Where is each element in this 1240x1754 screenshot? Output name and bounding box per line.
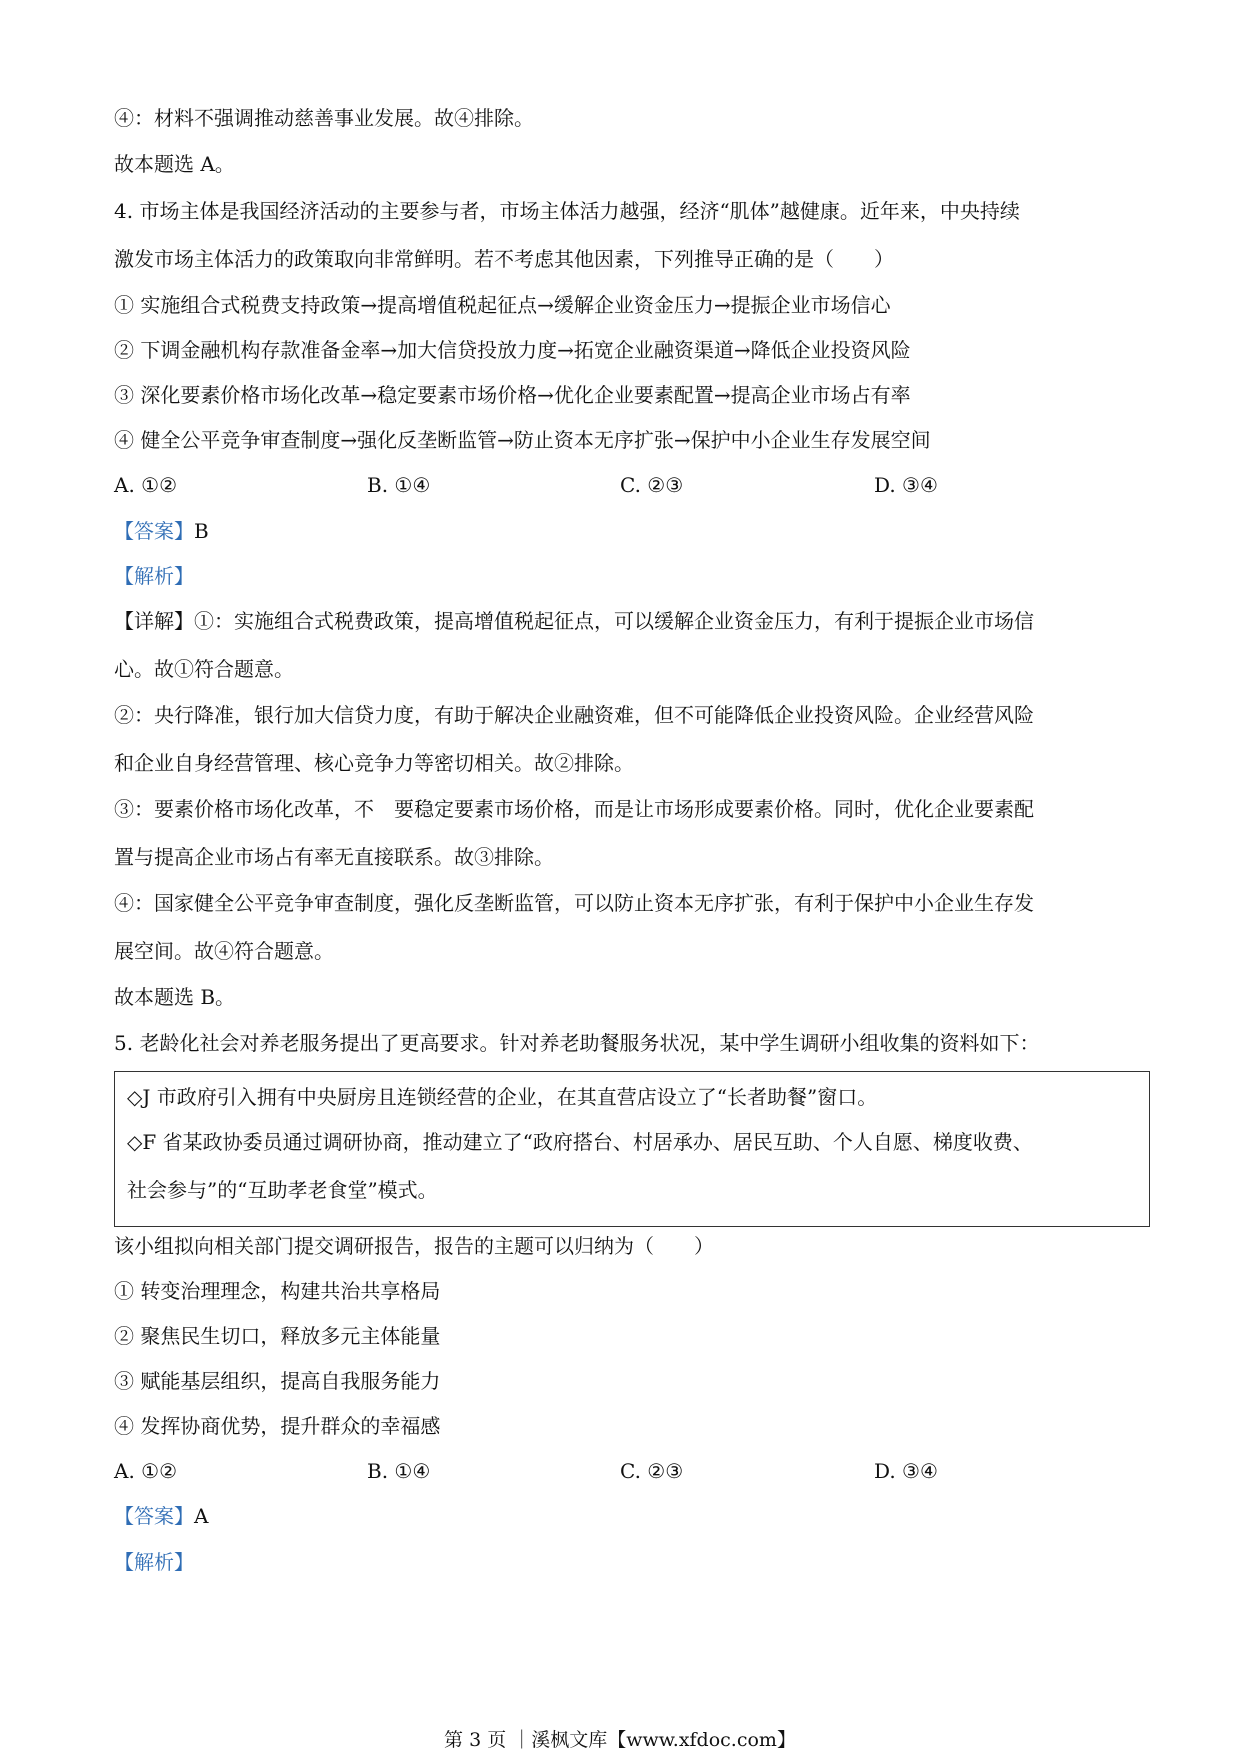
q5-analysis-label: 【解析】: [114, 1550, 194, 1574]
q4-stem-1: 4. 市场主体是我国经济活动的主要参与者，市场主体活力越强，经济“肌体”越健康。近年来，中央持续: [114, 199, 1020, 223]
q4-item-1: ① 实施组合式税费支持政策→提高增值税起征点→缓解企业资金压力→提振企业市场信心: [114, 293, 891, 317]
answer-value: A: [194, 1504, 209, 1528]
answer-label: 【答案】: [114, 519, 194, 543]
q5-stem: 5. 老龄化社会对养老服务提出了更高要求。针对养老助餐服务状况，某中学生调研小组收集的资料如下：: [114, 1031, 1040, 1055]
q4-analysis-label: 【解析】: [114, 564, 194, 588]
q4-detail-2: 心。故①符合题意。: [114, 657, 294, 681]
q5-question: 该小组拟向相关部门提交调研报告，报告的主题可以归纳为（ ）: [114, 1234, 714, 1258]
q5-material-3: 社会参与”的“互助孝老食堂”模式。: [127, 1178, 438, 1202]
q4-detail-1: 【详解】①：实施组合式税费政策，提高增值税起征点，可以缓解企业资金压力，有利于提振企业市场信: [114, 609, 1034, 633]
q4-conclusion: 故本题选 B。: [114, 985, 236, 1009]
q5-option-c: C. ②③: [620, 1459, 684, 1483]
q4-detail-3: ②：央行降准，银行加大信贷力度，有助于解决企业融资难，但不可能降低企业投资风险。企业经营风险: [114, 703, 1034, 727]
q4-option-a: A. ①②: [114, 473, 178, 497]
q4-option-d: D. ③④: [874, 473, 938, 497]
q5-answer: [114, 1503, 208, 1529]
q4-detail-4: 和企业自身经营管理、核心竞争力等密切相关。故②排除。: [114, 751, 634, 775]
q4-detail-6: 置与提高企业市场占有率无直接联系。故③排除。: [114, 845, 554, 869]
q4-item-2: ② 下调金融机构存款准备金率→加大信贷投放力度→拓宽企业融资渠道→降低企业投资风险: [114, 338, 911, 362]
q4-item-4: ④ 健全公平竞争审查制度→强化反垄断监管→防止资本无序扩张→保护中小企业生存发展空间: [114, 428, 931, 452]
answer-label: 【答案】: [114, 1504, 194, 1528]
q4-option-c: C. ②③: [620, 473, 684, 497]
answer-value: B: [194, 519, 209, 543]
q5-material-1: ◇J 市政府引入拥有中央厨房且连锁经营的企业，在其直营店设立了“长者助餐”窗口。: [127, 1085, 878, 1109]
page-footer: 第 3 页 ｜溪枫文库【www.xfdoc.com】: [444, 1729, 796, 1751]
q4-option-b: B. ①④: [367, 473, 431, 497]
q5-item-4: ④ 发挥协商优势，提升群众的幸福感: [114, 1414, 441, 1438]
q5-material-2: ◇F 省某政协委员通过调研协商，推动建立了“政府搭台、村居承办、居民互助、个人自愿、梯度收费、: [127, 1130, 1033, 1154]
q4-detail-8: 展空间。故④符合题意。: [114, 939, 334, 963]
q4-stem-2: 激发市场主体活力的政策取向非常鲜明。若不考虑其他因素，下列推导正确的是（ ）: [114, 247, 894, 271]
q3-line-4: ④：材料不强调推动慈善事业发展。故④排除。: [114, 106, 534, 130]
q4-item-3: ③ 深化要素价格市场化改革→稳定要素市场价格→优化企业要素配置→提高企业市场占有率: [114, 383, 911, 407]
q5-item-1: ① 转变治理理念，构建共治共享格局: [114, 1279, 441, 1303]
q5-item-3: ③ 赋能基层组织，提高自我服务能力: [114, 1369, 441, 1393]
q3-conclusion: 故本题选 A。: [114, 152, 235, 176]
q4-detail-7: ④：国家健全公平竞争审查制度，强化反垄断监管，可以防止资本无序扩张，有利于保护中小企业生存发: [114, 891, 1034, 915]
q5-item-2: ② 聚焦民生切口，释放多元主体能量: [114, 1324, 441, 1348]
q5-option-a: A. ①②: [114, 1459, 178, 1483]
q5-option-d: D. ③④: [874, 1459, 938, 1483]
q5-option-b: B. ①④: [367, 1459, 431, 1483]
q4-answer: [114, 518, 209, 544]
q5-material-box: [114, 1071, 1150, 1227]
q4-detail-5: ③：要素价格市场化改革，不 要稳定要素市场价格，而是让市场形成要素价格。同时，优化企业要素配: [114, 797, 1034, 821]
